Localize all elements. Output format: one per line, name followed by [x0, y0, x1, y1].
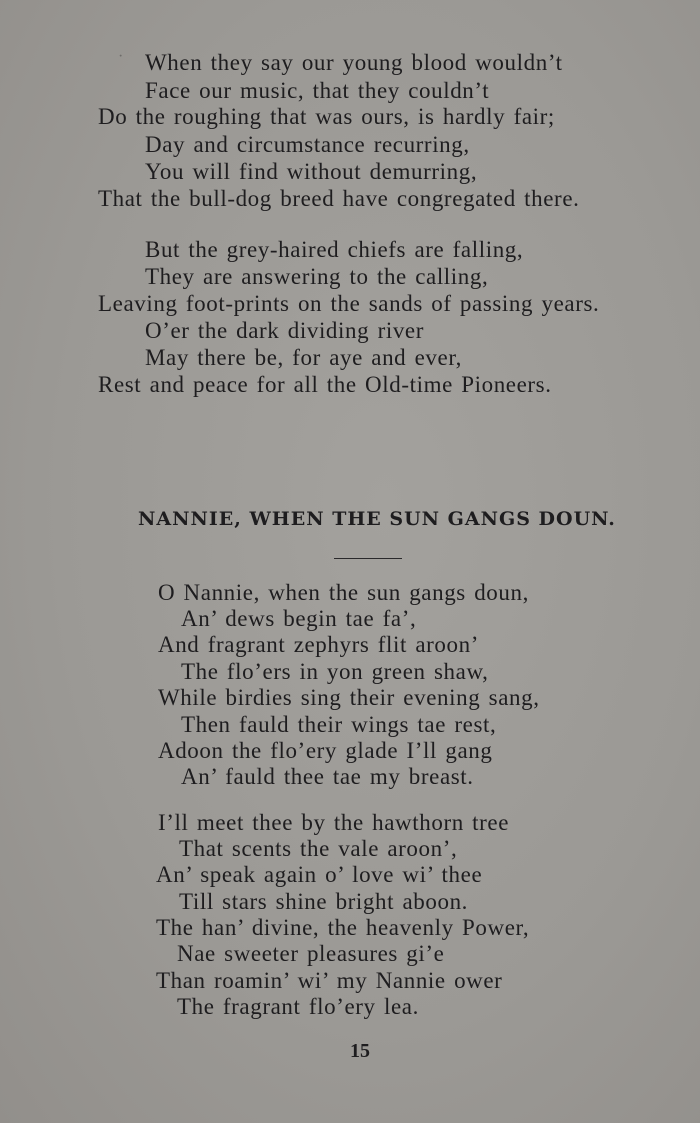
poem-line: You will find without demurring, — [145, 159, 478, 184]
poem-line: An’ dews begin tae fa’, — [181, 606, 417, 631]
poem-line: Than roamin’ wi’ my Nannie ower — [156, 968, 503, 993]
poem-line: An’ speak again o’ love wi’ thee — [156, 862, 483, 887]
poem-line: They are answering to the calling, — [145, 264, 489, 289]
poem-line: The han’ divine, the heavenly Power, — [156, 915, 530, 940]
poem-line: An’ fauld thee tae my breast. — [181, 764, 474, 789]
title-divider — [334, 558, 402, 559]
poem-line: May there be, for aye and ever, — [145, 345, 463, 370]
poem-line: Till stars shine bright aboon. — [179, 889, 469, 914]
poem-line: And fragrant zephyrs flit aroon’ — [158, 632, 479, 657]
page-number: 15 — [350, 1040, 370, 1062]
poem-line: Leaving foot-prints on the sands of passing years. — [98, 291, 600, 316]
poem-line: I’ll meet thee by the hawthorn tree — [158, 810, 510, 835]
poem-line: That scents the vale aroon’, — [179, 836, 458, 861]
poem-line: Do the roughing that was ours, is hardly fair; — [98, 104, 555, 129]
poem-line: While birdies sing their evening sang, — [158, 685, 540, 710]
poem-line: Adoon the flo’ery glade I’ll gang — [158, 738, 493, 763]
poem-line: Day and circumstance recurring, — [145, 132, 470, 157]
poem-line: The flo’ers in yon green shaw, — [181, 659, 489, 684]
poem-line: That the bull-dog breed have congregated there. — [98, 186, 580, 211]
poem-line: Then fauld their wings tae rest, — [181, 712, 497, 737]
poem-line: O Nannie, when the sun gangs doun, — [158, 580, 529, 605]
poem-line: But the grey-haired chiefs are falling, — [145, 237, 524, 262]
ink-mark: · — [118, 48, 124, 65]
poem-line: When they say our young blood wouldn’t — [145, 50, 563, 75]
poem-line: Rest and peace for all the Old-time Pioneers. — [98, 372, 552, 397]
poem-title: NANNIE, WHEN THE SUN GANGS DOUN. — [138, 508, 616, 530]
poem-line: O’er the dark dividing river — [145, 318, 424, 343]
poem-line: Nae sweeter pleasures gi’e — [177, 941, 445, 966]
poem-line: Face our music, that they couldn’t — [145, 78, 490, 103]
poem-line: The fragrant flo’ery lea. — [177, 994, 419, 1019]
